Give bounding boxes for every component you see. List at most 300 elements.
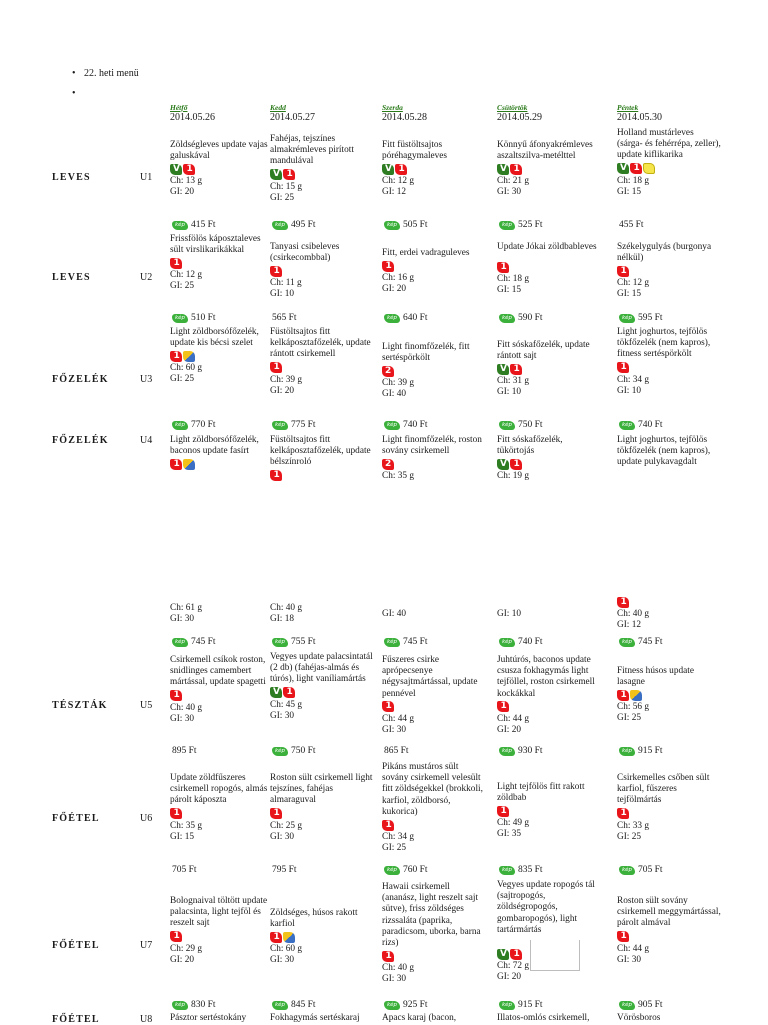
- diet-icons: [382, 458, 486, 470]
- price: [619, 745, 663, 757]
- diet-icons: [270, 808, 374, 820]
- diet-icons: [270, 169, 374, 181]
- price-value: 835 Ft: [518, 865, 543, 875]
- price-value: 775 Ft: [291, 420, 316, 430]
- price: [384, 636, 428, 648]
- dish-name: Apacs karaj (bacon,: [382, 1013, 457, 1023]
- dish-name: Pikáns mustáros sült sovány csirkemell velesült fitt zöldségekkel (brokkoli, karfiol, zöldborsó, kukorica): [382, 762, 483, 817]
- price-value: 925 Ft: [403, 1000, 428, 1010]
- price-value: 755 Ft: [291, 637, 316, 647]
- day-date: 2014.05.28: [382, 112, 427, 123]
- carb-value: Ch: 56 g: [617, 702, 650, 713]
- diet-icons: [170, 350, 274, 362]
- menu-cell: [270, 134, 374, 204]
- row-label-tesztak: TÉSZTÁK: [52, 700, 108, 711]
- photo-icon[interactable]: kép: [172, 421, 188, 430]
- diet-icons: [617, 808, 721, 820]
- dish-name: Roston sült sovány csirkemell meggymártással, párolt almával: [617, 896, 721, 929]
- day-header-tuesday: [270, 104, 315, 123]
- menu-cell: [170, 896, 274, 966]
- price-value: 740 Ft: [638, 420, 663, 430]
- fitness-1-icon: [170, 931, 182, 942]
- dish-name: Light finomfőzelék, fitt sertéspörkölt: [382, 342, 470, 364]
- menu-cell: [270, 773, 374, 843]
- diet-icons: [270, 687, 374, 699]
- menu-cell: [617, 896, 721, 966]
- diet-icons: [382, 950, 486, 962]
- price-value: 745 Ft: [191, 637, 216, 647]
- price: [172, 745, 197, 757]
- price: [499, 419, 543, 431]
- menu-cell: [382, 762, 486, 854]
- price: [272, 419, 316, 431]
- gi-value: GI: 30: [270, 955, 295, 966]
- price-value: 905 Ft: [638, 1000, 663, 1010]
- menu-cell: [170, 140, 274, 198]
- gi-value: GI: 25: [617, 713, 642, 724]
- carb-value: Ch: 12 g: [170, 270, 203, 281]
- empty-image-frame: [530, 940, 580, 971]
- photo-icon[interactable]: kép: [384, 221, 400, 230]
- day-date: 2014.05.29: [497, 112, 542, 123]
- vegetarian-icon: [270, 169, 282, 180]
- price: [272, 312, 297, 324]
- lactose-free-icon: [643, 163, 655, 174]
- price: [499, 636, 543, 648]
- fitness-1-icon: [170, 351, 182, 362]
- menu-cell: [497, 609, 601, 620]
- price-value: 745 Ft: [638, 637, 663, 647]
- carb-value: Ch: 18 g: [497, 274, 530, 285]
- diet-icons: [617, 596, 721, 608]
- gi-value: GI: 40: [382, 389, 407, 400]
- row-label-foetel: FŐÉTEL: [52, 940, 100, 951]
- fitness-1-icon: [170, 690, 182, 701]
- fitness-1-icon: [382, 951, 394, 962]
- gi-value: GI: 30: [617, 954, 642, 965]
- menu-cell: [382, 655, 486, 736]
- menu-cell: [382, 248, 486, 295]
- menu-cell: [170, 327, 274, 385]
- week-title: • 22. heti menü: [72, 64, 139, 84]
- day-date: 2014.05.27: [270, 112, 315, 123]
- photo-icon[interactable]: kép: [272, 221, 288, 230]
- fitness-1-icon: [617, 931, 629, 942]
- menu-cell: [617, 595, 721, 631]
- day-name: Szerda: [382, 103, 403, 112]
- fitness-2-icon: [382, 366, 394, 377]
- photo-icon[interactable]: kép: [499, 638, 515, 647]
- photo-icon[interactable]: kép: [172, 638, 188, 647]
- photo-icon[interactable]: kép: [172, 221, 188, 230]
- fitness-1-icon: [497, 262, 509, 273]
- row-label-foetel: FŐÉTEL: [52, 813, 100, 824]
- row-code: U6: [140, 813, 153, 824]
- price: [272, 745, 316, 757]
- photo-icon[interactable]: kép: [272, 747, 288, 756]
- carb-value: Ch: 16 g: [382, 273, 415, 284]
- dish-name: Fitt, erdei vadraguleves: [382, 248, 470, 258]
- price: [272, 636, 316, 648]
- price-value: 505 Ft: [403, 220, 428, 230]
- price-value: 915 Ft: [638, 746, 663, 756]
- photo-icon[interactable]: kép: [499, 747, 515, 756]
- price: [384, 419, 428, 431]
- carb-value: Ch: 12 g: [382, 176, 415, 187]
- price-value: 745 Ft: [403, 637, 428, 647]
- price-value: 565 Ft: [272, 313, 297, 323]
- dish-name: Fokhagymás sertéskaraj: [270, 1013, 360, 1023]
- photo-icon[interactable]: kép: [384, 638, 400, 647]
- diet-icons: [382, 365, 486, 377]
- menu-cell: [617, 666, 721, 724]
- gi-value: GI: 10: [497, 387, 522, 398]
- menu-cell: [617, 327, 721, 397]
- price: [172, 864, 197, 876]
- price-value: 415 Ft: [191, 220, 216, 230]
- menu-cell: [382, 140, 486, 198]
- price-value: 770 Ft: [191, 420, 216, 430]
- price: [272, 999, 316, 1011]
- menu-cell: [382, 342, 486, 400]
- fitness-1-icon: [382, 820, 394, 831]
- carb-value: Ch: 12 g: [617, 278, 650, 289]
- menu-cell: [270, 652, 374, 722]
- fitness-1-icon: [170, 258, 182, 269]
- dish-name: Pásztor sertéstokány: [170, 1013, 247, 1023]
- gi-value: GI: 20: [270, 385, 295, 396]
- carb-value: Ch: 34 g: [382, 832, 415, 843]
- price: [384, 219, 428, 231]
- vegetarian-icon: [497, 459, 509, 470]
- diet-icons: [270, 470, 374, 482]
- carb-value: Ch: 19 g: [497, 471, 530, 482]
- price: [619, 312, 663, 324]
- carb-value: Ch: 39 g: [270, 374, 303, 385]
- carb-value: Ch: 18 g: [617, 175, 650, 186]
- dish-name: Fitt sóskafőzelék, tükörtojás: [497, 435, 563, 457]
- photo-icon[interactable]: kép: [272, 421, 288, 430]
- price-value: 750 Ft: [518, 420, 543, 430]
- carb-value: Ch: 39 g: [382, 378, 415, 389]
- diet-icons: [382, 819, 486, 831]
- menu-cell: [170, 234, 274, 292]
- photo-icon[interactable]: kép: [384, 1001, 400, 1010]
- row-label-foetel: FŐÉTEL: [52, 1014, 100, 1025]
- gi-value: GI: 25: [382, 843, 407, 854]
- gi-value: GI: 30: [497, 187, 522, 198]
- diet-icons: [617, 265, 721, 277]
- diet-icons: [270, 265, 374, 277]
- menu-cell: [497, 782, 601, 840]
- dish-name: Light joghurtos, tejfölös tökfőzelék (nem kapros), update pulykavagdalt: [617, 435, 711, 468]
- price: [172, 219, 216, 231]
- price: [499, 219, 543, 231]
- row-code: U5: [140, 700, 153, 711]
- photo-icon[interactable]: kép: [619, 747, 635, 756]
- fitness-1-icon: [510, 949, 522, 960]
- diet-icons: [497, 163, 601, 175]
- diet-icons: [497, 805, 601, 817]
- dish-name: Vegyes update ropogós tál (sajtropogós, zöldségropogós, gombaropogós), light tartármártás: [497, 880, 595, 935]
- fitness-1-icon: [283, 169, 295, 180]
- diet-icons: [170, 931, 274, 943]
- diet-icons: [170, 257, 274, 269]
- price: [172, 419, 216, 431]
- price-value: 915 Ft: [518, 1000, 543, 1010]
- price: [384, 999, 428, 1011]
- dish-name: Hawaii csirkemell (ananász, light reszelt sajt sütve), friss zöldséges rizssaláta (paprika, paradicsom, uborka, barna rizs): [382, 882, 481, 949]
- diet-icons: [382, 260, 486, 272]
- row-label-leves: LEVES: [52, 172, 91, 183]
- price: [619, 636, 663, 648]
- fitness-1-icon: [170, 459, 182, 470]
- menu-cell: [270, 327, 374, 397]
- price-value: 525 Ft: [518, 220, 543, 230]
- fitness-1-icon: [270, 362, 282, 373]
- diet-icons: [617, 689, 721, 701]
- dish-name: Fitt füstöltsajtos póréhagymaleves: [382, 140, 448, 162]
- gi-value: GI: 30: [270, 710, 295, 721]
- diet-icons: [382, 701, 486, 713]
- row-code: U4: [140, 435, 153, 446]
- menu-cell: [270, 908, 374, 966]
- carb-value: Ch: 21 g: [497, 176, 530, 187]
- dish-name: Roston sült csirkemell light tejszínes, fahéjas almaraguval: [270, 773, 373, 806]
- row-code: U8: [140, 1014, 153, 1025]
- price-value: 740 Ft: [403, 420, 428, 430]
- menu-cell: [270, 242, 374, 300]
- menu-cell: [270, 435, 374, 483]
- vegetarian-icon: [270, 687, 282, 698]
- carb-value: Ch: 40 g: [617, 609, 650, 619]
- dish-name: Vörösboros: [617, 1013, 661, 1023]
- photo-icon[interactable]: kép: [499, 866, 515, 875]
- dish-name: Light zöldborsófőzelék, update kis bécsi szelet: [170, 327, 259, 349]
- menu-cell: [382, 882, 486, 985]
- photo-icon[interactable]: kép: [499, 314, 515, 323]
- dish-name: Update zöldfűszeres csirkemell ropogós, almás párolt káposzta: [170, 773, 268, 806]
- dish-name: Holland mustárleves (sárga- és fehérrépa, zeller), update kiflikarika: [617, 128, 721, 161]
- vegetarian-icon: [497, 949, 509, 960]
- fitness-1-icon: [510, 364, 522, 375]
- price-value: 495 Ft: [291, 220, 316, 230]
- diet-icons: [497, 701, 601, 713]
- photo-icon[interactable]: kép: [499, 421, 515, 430]
- diet-icons: [617, 163, 721, 175]
- diet-icons: [382, 163, 486, 175]
- gi-value: GI: 15: [170, 831, 195, 842]
- carb-value: Ch: 11 g: [270, 278, 302, 289]
- vegetarian-icon: [617, 163, 629, 174]
- diet-icons: [270, 931, 374, 943]
- gi-value: GI: 30: [270, 831, 295, 842]
- dish-name: Füstöltsajtos fitt kelkáposztafőzelék, update bélszínroló: [270, 435, 371, 468]
- dish-name: Frissfölös káposztaleves sült virslikarikákkal: [170, 234, 261, 256]
- vegetarian-icon: [170, 164, 182, 175]
- carb-value: Ch: 33 g: [617, 820, 650, 831]
- diet-icons: [270, 362, 374, 374]
- price-value: 595 Ft: [638, 313, 663, 323]
- dish-name: Zöldséges, húsos rakott karfiol: [270, 908, 358, 930]
- day-date: 2014.05.30: [617, 112, 662, 123]
- carb-value: Ch: 40 g: [170, 702, 203, 713]
- kids-icon: [183, 351, 195, 362]
- carb-value: Ch: 35 g: [382, 471, 415, 482]
- price: [619, 219, 644, 231]
- menu-cell: [497, 140, 601, 198]
- menu-cell: [617, 773, 721, 843]
- gi-value: GI: 15: [617, 289, 642, 300]
- photo-icon[interactable]: kép: [619, 314, 635, 323]
- fitness-1-icon: [510, 459, 522, 470]
- carb-value: Ch: 44 g: [617, 943, 650, 954]
- menu-cell: [497, 655, 601, 736]
- vegetarian-icon: [497, 164, 509, 175]
- fitness-1-icon: [170, 808, 182, 819]
- menu-cell: [497, 242, 601, 296]
- fitness-1-icon: [183, 164, 195, 175]
- price-value: 845 Ft: [291, 1000, 316, 1010]
- gi-value: GI: 20: [170, 954, 195, 965]
- dish-name: Tanyasi csibeleves (csirkecombbal): [270, 242, 340, 264]
- gi-value: GI: 20: [497, 972, 522, 983]
- menu-cell: [170, 435, 274, 471]
- photo-icon[interactable]: kép: [172, 314, 188, 323]
- photo-icon[interactable]: kép: [619, 638, 635, 647]
- menu-cell: [617, 128, 721, 198]
- fitness-1-icon: [270, 932, 282, 943]
- dish-name: Fitness húsos update lasagne: [617, 666, 694, 688]
- price-value: 740 Ft: [518, 637, 543, 647]
- photo-icon[interactable]: kép: [272, 638, 288, 647]
- photo-icon[interactable]: kép: [499, 221, 515, 230]
- photo-icon[interactable]: kép: [384, 421, 400, 430]
- price: [499, 312, 543, 324]
- price-value: 590 Ft: [518, 313, 543, 323]
- photo-icon[interactable]: kép: [384, 314, 400, 323]
- price: [384, 312, 428, 324]
- dish-name: Fűszeres csirke aprópecsenye négysajtmártással, update pennével: [382, 655, 478, 699]
- fitness-1-icon: [395, 164, 407, 175]
- price-value: 455 Ft: [619, 220, 644, 230]
- gi-value: GI: 20: [382, 284, 407, 295]
- dish-name: Vegyes update palacsintatál (2 db) (fahéjas-almás és túrós), light vaníliamártás: [270, 652, 373, 685]
- dish-name: Juhtúrós, baconos update csusza fokhagymás light tejföllel, roston csirkemell kockákkal: [497, 655, 595, 699]
- day-header-wednesday: [382, 104, 427, 123]
- price-value: 760 Ft: [403, 865, 428, 875]
- day-name: Péntek: [617, 103, 639, 112]
- price: [272, 864, 297, 876]
- price-value: 640 Ft: [403, 313, 428, 323]
- row-label-fozelek: FŐZELÉK: [52, 435, 109, 446]
- dish-name: Update Jókai zöldbableves: [497, 242, 597, 252]
- photo-icon[interactable]: kép: [272, 1001, 288, 1010]
- gi-value: GI: 30: [170, 713, 195, 724]
- fitness-1-icon: [630, 163, 642, 174]
- carb-value: Ch: 40 g: [382, 963, 415, 974]
- gi-value: GI: 25: [170, 374, 195, 385]
- price-value: 510 Ft: [191, 313, 216, 323]
- vegetarian-icon: [497, 364, 509, 375]
- fitness-1-icon: [270, 470, 282, 481]
- gi-value: GI: 12: [617, 620, 642, 630]
- photo-icon[interactable]: kép: [619, 421, 635, 430]
- price-value: 830 Ft: [191, 1000, 216, 1010]
- diet-icons: [617, 931, 721, 943]
- day-name: Kedd: [270, 103, 286, 112]
- fitness-1-icon: [617, 690, 629, 701]
- price-value: 930 Ft: [518, 746, 543, 756]
- carb-value: Ch: 49 g: [497, 818, 530, 829]
- carb-value: Ch: 15 g: [270, 181, 303, 192]
- menu-cell: [170, 773, 274, 843]
- dish-name: Light finomfőzelék, roston sovány csirkemell: [382, 435, 482, 457]
- fitness-1-icon: [617, 266, 629, 277]
- menu-cell: [170, 655, 274, 725]
- gi-value: GI: 20: [497, 724, 522, 735]
- price: [499, 745, 543, 757]
- carb-value: Ch: 44 g: [382, 713, 415, 724]
- dish-name: Könnyű áfonyakrémleves aszaltszilva-metélttel: [497, 140, 593, 162]
- price: [172, 312, 216, 324]
- price: [619, 419, 663, 431]
- carb-value: Ch: 61 g: [170, 603, 203, 613]
- carb-value: Ch: 60 g: [270, 944, 303, 955]
- photo-icon[interactable]: kép: [499, 1001, 515, 1010]
- menu-cell: [497, 435, 601, 482]
- dish-name: Bolognaival töltött update palacsinta, light tejföl és reszelt sajt: [170, 896, 268, 929]
- vegetarian-icon: [382, 164, 394, 175]
- price: [619, 999, 663, 1011]
- gi-value: GI: 25: [270, 192, 295, 203]
- week-title-list: [72, 64, 139, 84]
- fitness-1-icon: [270, 266, 282, 277]
- fitness-1-icon: [510, 164, 522, 175]
- kids-icon: [183, 459, 195, 470]
- photo-icon[interactable]: kép: [172, 1001, 188, 1010]
- carb-value: Ch: 35 g: [170, 820, 203, 831]
- gi-value: GI: 10: [617, 385, 642, 396]
- gi-value: GI: 30: [170, 614, 195, 624]
- row-code: U2: [140, 272, 153, 283]
- photo-icon[interactable]: kép: [619, 866, 635, 875]
- dish-name: Csirkemelles csőben sült karfiol, fűszeres tejfölmártás: [617, 773, 710, 806]
- gi-value: GI: 15: [617, 186, 642, 197]
- diet-icons: [170, 690, 274, 702]
- price: [272, 219, 316, 231]
- carb-value: Ch: 45 g: [270, 699, 303, 710]
- fitness-1-icon: [497, 806, 509, 817]
- gi-value: GI: 10: [270, 289, 295, 300]
- row-code: U1: [140, 172, 153, 183]
- diet-icons: [497, 458, 601, 470]
- fitness-2-icon: [382, 459, 394, 470]
- gi-value: GI: 12: [382, 187, 407, 198]
- day-header-thursday: [497, 104, 542, 123]
- dish-name: Székelygulyás (burgonya nélkül): [617, 242, 712, 264]
- day-header-monday: [170, 104, 215, 123]
- photo-icon[interactable]: kép: [619, 1001, 635, 1010]
- gi-value: GI: 40: [382, 609, 407, 619]
- price: [384, 745, 409, 757]
- photo-icon[interactable]: kép: [384, 866, 400, 875]
- dish-name: Light zöldborsófőzelék, baconos update fasírt: [170, 435, 259, 457]
- price-value: 705 Ft: [638, 865, 663, 875]
- price: [619, 864, 663, 876]
- carb-value: Ch: 13 g: [170, 176, 203, 187]
- fitness-1-icon: [283, 687, 295, 698]
